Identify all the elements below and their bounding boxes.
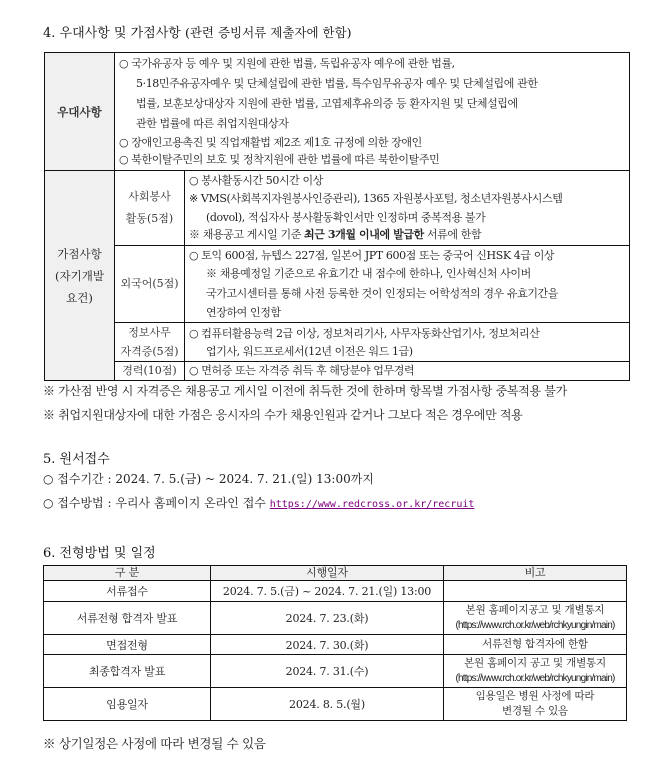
bonus-line: ○ 토익 600점, 뉴텝스 227점, 일본어 JPT 600점 또는 중국어 신HSK 4급 이상 [189, 249, 555, 262]
remark-cell [444, 602, 627, 635]
remark-url: (https://www.rch.or.kr/web/rchkyungin/main) [455, 620, 615, 631]
table-row [44, 655, 627, 688]
stage-cell: 서류접수 [44, 581, 211, 602]
bonus-line: 업기사, 워드프로세서(12년 이전은 워드 1급) [206, 345, 413, 358]
table-row [44, 581, 627, 602]
preference-line: 5·18민주유공자예우 및 단체설립에 관한 법률, 특수임무유공자 예우 및 단체설립에 관한 [136, 77, 538, 90]
remark-text: 변경될 수 있음 [502, 705, 568, 717]
date-cell: 2024. 7. 23.(화) [211, 602, 444, 635]
date-cell: 2024. 7. 31.(수) [211, 655, 444, 688]
remark-cell [444, 655, 627, 688]
section-4-title [43, 22, 352, 41]
section-4-subtitle: (관련 증빙서류 제출자에 한함) [184, 25, 352, 40]
header-stage: 구 분 [44, 566, 211, 581]
preference-line: ○ 북한이탈주민의 보호 및 정착지원에 관한 법률에 따른 북한이탈주민 [119, 153, 440, 166]
section-5-title: 5. 원서접수 [43, 452, 110, 467]
bonus-line-pre: ※ 채용공고 게시일 기준 [189, 228, 305, 241]
schedule-header-row [44, 566, 627, 581]
bonus-label-text: 외국어(5점) [120, 277, 179, 290]
date-cell: 2024. 7. 30.(화) [211, 635, 444, 655]
bonus-row-volunteer [45, 171, 630, 246]
stage-cell: 임용일자 [44, 688, 211, 721]
preference-line: 법률, 보훈보상대상자 지원에 관한 법률, 고엽제후유의증 등 환자지원 및 단체설립에 [136, 97, 518, 110]
section-4-heading: 우대사항 및 가점사항 [59, 26, 181, 41]
bonus-line-emphasis: 최근 3개월 이내에 발급한 [304, 228, 424, 241]
bonus-line [189, 226, 625, 243]
bonus-note: ※ 가산점 반영 시 자격증은 채용공고 게시일 이전에 취득한 것에 한하며 항목별 가점사항 중복적용 불가 [43, 384, 567, 398]
remark-cell [444, 688, 627, 721]
header-remark: 비고 [444, 566, 627, 581]
preference-category-label: 우대사항 [57, 104, 102, 119]
table-row [44, 635, 627, 655]
preference-category [45, 53, 115, 171]
header-date: 시행일자 [211, 566, 444, 581]
bonus-line: 국가고시센터를 통해 사전 등록한 것이 인정되는 어학성적의 경우 유효기간을 [206, 287, 559, 300]
remark-text: 본원 홈페이지공고 및 개별통지 [465, 604, 605, 616]
bonus-content-language [185, 246, 630, 323]
bonus-label-language [115, 246, 185, 323]
bonus-label-line: 정보사무 [128, 326, 171, 339]
application-period: ○ 접수기간 : 2024. 7. 5.(금) ~ 2024. 7. 21.(일) 13:00까지 [43, 472, 374, 486]
stage-cell: 최종합격자 발표 [44, 655, 211, 688]
table-row [44, 688, 627, 721]
bonus-row-career [45, 362, 630, 381]
bonus-row-certificate [45, 323, 630, 362]
preference-line: ○ 국가유공자 등 예우 및 지원에 관한 법률, 독립유공자 예우에 관한 법률, [119, 57, 455, 70]
bonus-content-volunteer [185, 171, 630, 246]
bonus-label-volunteer [115, 171, 185, 246]
application-method [43, 494, 474, 511]
application-method-label: ○ 접수방법 : 우리사 홈페이지 온라인 접수 [43, 496, 270, 510]
bonus-label-career [115, 362, 185, 381]
remark-url: (https://www.rch.or.kr/web/rchkyungin/main) [455, 673, 615, 684]
preference-row [45, 53, 630, 171]
bonus-line: ※ VMS(사회복지자원봉사인증관리), 1365 자원봉사포털, 청소년자원봉사시스템 [189, 192, 563, 205]
bonus-row-language [45, 246, 630, 323]
bonus-category [45, 171, 115, 381]
section-6-title: 6. 전형방법 및 일정 [43, 546, 156, 561]
bonus-line: ○ 면허증 또는 자격증 취득 후 해당분야 업무경력 [189, 364, 415, 377]
preference-line: ○ 장애인고용촉진 및 직업재활법 제2조 제1호 규정에 의한 장애인 [119, 136, 422, 149]
bonus-category-line: 가점사항 [57, 246, 102, 261]
schedule-note: ※ 상기일정은 사정에 따라 변경될 수 있음 [43, 736, 266, 751]
bonus-label-line: 활동(5점) [125, 212, 174, 225]
remark-cell [444, 581, 627, 602]
recruit-link[interactable]: https://www.redcross.or.kr/recruit [269, 499, 475, 510]
date-cell: 2024. 7. 5.(금) ~ 2024. 7. 21.(일) 13:00 [211, 581, 444, 602]
bonus-content-certificate [185, 323, 630, 362]
bonus-line: 연장하여 인정함 [206, 306, 281, 319]
bonus-note: ※ 취업지원대상자에 대한 가점은 응시자의 수가 채용인원과 같거나 그보다 적은 경우에만 적용 [43, 408, 523, 422]
table-row [44, 602, 627, 635]
bonus-line: ※ 채용예정일 기준으로 유효기간 내 점수에 한하나, 인사혁신처 사이버 [206, 267, 531, 280]
bonus-label-line: 사회봉사 [128, 190, 171, 203]
bonus-line-post: 서류에 한함 [423, 228, 482, 241]
schedule-table [43, 565, 627, 721]
bonus-line: ○ 봉사활동시간 50시간 이상 [189, 174, 323, 187]
stage-cell: 서류전형 합격자 발표 [44, 602, 211, 635]
preference-content [115, 53, 630, 171]
remark-text: 서류전형 합격자에 한함 [482, 638, 588, 650]
bonus-label-certificate [115, 323, 185, 362]
bonus-category-line: (자기개발 [55, 268, 104, 283]
remark-cell [444, 635, 627, 655]
bonus-label-text: 경력(10점) [122, 364, 177, 377]
stage-cell: 면접전형 [44, 635, 211, 655]
date-cell: 2024. 8. 5.(월) [211, 688, 444, 721]
section-4-number: 4. [43, 26, 56, 41]
remark-text: 임용일은 병원 사정에 따라 [475, 690, 595, 702]
remark-text: 본원 홈페이지 공고 및 개별통지 [464, 657, 606, 669]
bonus-label-line: 자격증(5점) [120, 345, 179, 358]
bonus-line: ○ 컴퓨터활용능력 2급 이상, 정보처리기사, 사무자동화산업기사, 정보처리산 [189, 327, 540, 340]
bonus-category-line: 요건) [66, 290, 93, 305]
bonus-content-career [185, 362, 630, 381]
preference-line: 관한 법률에 따른 취업지원대상자 [136, 117, 289, 130]
bonus-line: (dovol), 적십자사 봉사활동확인서만 인정하며 중복적용 불가 [206, 211, 486, 224]
preference-bonus-table [44, 52, 630, 381]
